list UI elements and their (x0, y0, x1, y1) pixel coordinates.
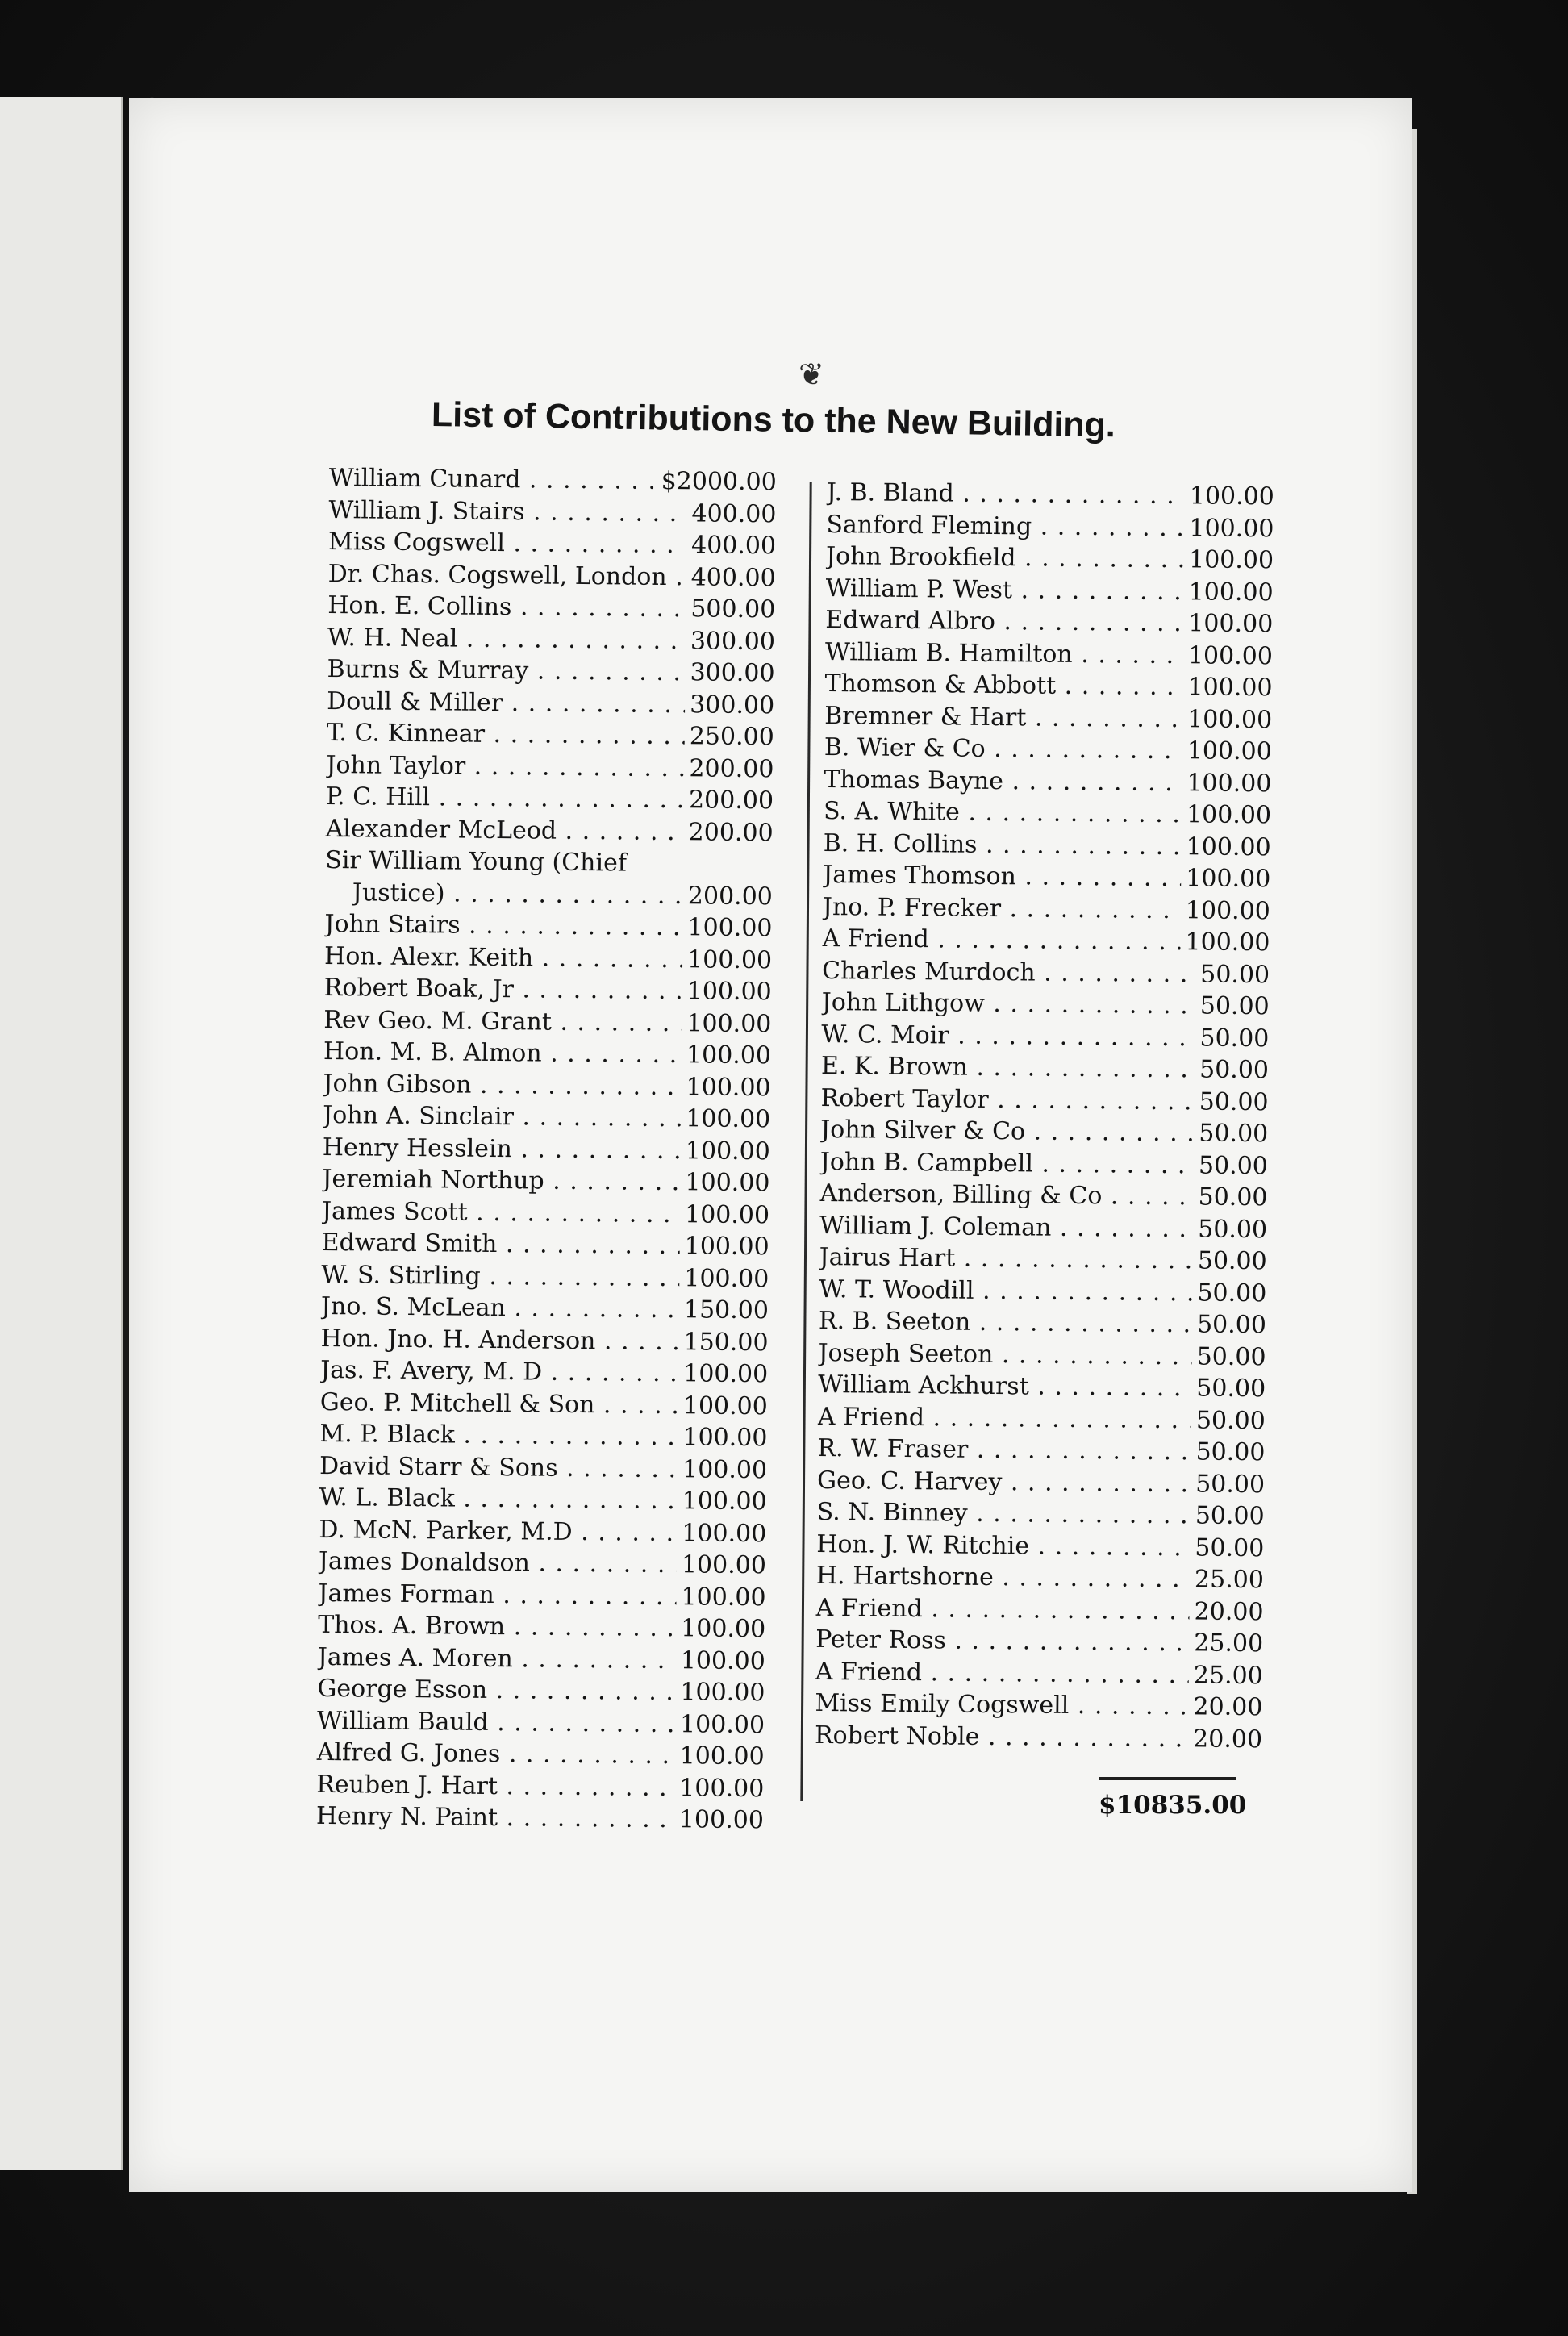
contribution-amount: 50.00 (1196, 1310, 1267, 1340)
contributor-name: Sanford Fleming . . . (826, 510, 1184, 541)
contribution-amount: 100.00 (682, 1518, 767, 1548)
total-rule (1099, 1777, 1236, 1780)
contribution-amount: 50.00 (1195, 1437, 1266, 1467)
contributor-name: James Donaldson . . . (319, 1547, 677, 1579)
contribution-amount: 50.00 (1195, 1405, 1266, 1435)
contribution-row (327, 719, 774, 755)
contributor-name: John Stairs . . . (324, 910, 682, 941)
contribution-amount: 50.00 (1195, 1533, 1265, 1562)
contribution-amount: 100.00 (678, 1805, 765, 1835)
contributor-name: William J. Stairs . . . (328, 495, 686, 527)
contribution-amount: 50.00 (1199, 991, 1270, 1021)
contributor-name: A Friend . . . (822, 924, 1180, 956)
contribution-row (824, 670, 1272, 706)
contribution-row (822, 956, 1270, 992)
contribution-amount: 20.00 (1193, 1692, 1263, 1722)
contribution-row (820, 1147, 1268, 1183)
contribution-row (324, 910, 772, 946)
contributor-name: John Brookfield . . . (826, 542, 1184, 574)
contribution-row (815, 1593, 1263, 1629)
contribution-row (329, 464, 777, 500)
contributor-name: Henry N. Paint . . . (316, 1802, 674, 1833)
contribution-row (320, 1356, 768, 1392)
contributor-name: David Starr & Sons . . . (319, 1451, 678, 1483)
contributor-name: Thomas Bayne . . . (824, 765, 1182, 796)
contributor-name: W. L. Black . . . (319, 1483, 678, 1515)
contributor-name: George Esson . . . (317, 1675, 675, 1706)
contributor-name: Robert Boak, Jr . . . (324, 974, 682, 1005)
ornament-icon: ❦ (799, 357, 824, 392)
contribution-amount: 250.00 (689, 722, 774, 752)
contributor-name: Burns & Murray . . . (327, 655, 685, 686)
contributor-name: W. H. Neal . . . (327, 623, 686, 654)
contributor-name: A Friend . . . (815, 1657, 1189, 1688)
contribution-amount: 200.00 (688, 786, 774, 816)
contributor-name: Reuben J. Hart . . . (316, 1770, 674, 1801)
contribution-row (825, 574, 1273, 610)
contribution-amount: 150.00 (683, 1327, 769, 1357)
contributor-name: Sir William Young (Chief (325, 845, 628, 878)
contributor-name: James Scott . . . (322, 1196, 680, 1228)
contribution-row (323, 1069, 770, 1105)
contribution-row (322, 1165, 769, 1201)
contribution-amount: 50.00 (1199, 1055, 1270, 1085)
contribution-amount: 100.00 (686, 977, 772, 1007)
contributions-total: $10835.00 (1099, 1791, 1247, 1820)
contributor-name: Geo. P. Mitchell & Son . . . (320, 1387, 678, 1419)
contribution-amount: 50.00 (1195, 1501, 1265, 1531)
contribution-amount: 400.00 (690, 562, 776, 592)
contribution-amount: 100.00 (681, 1614, 766, 1644)
contribution-amount: 100.00 (682, 1454, 768, 1484)
contribution-row (824, 797, 1271, 833)
contribution-amount: 200.00 (689, 753, 774, 783)
contribution-amount: 100.00 (683, 1359, 769, 1389)
contribution-row (323, 1101, 770, 1137)
contribution-row (322, 1228, 769, 1265)
contributor-name: Edward Albro . . . (825, 606, 1183, 637)
contribution-amount: 100.00 (1187, 640, 1274, 670)
contribution-row (319, 1420, 767, 1456)
contribution-amount: 100.00 (1186, 736, 1272, 766)
contributor-name: Miss Cogswell . . . (328, 528, 686, 559)
contribution-amount: 100.00 (1188, 545, 1274, 575)
contributor-name: R. B. Seeton . . . (819, 1307, 1192, 1338)
contribution-row (817, 1466, 1265, 1502)
contribution-row (321, 1260, 769, 1296)
contributor-name: Jeremiah Northup . . . (322, 1165, 680, 1196)
contributor-name: William P. West . . . (826, 574, 1184, 605)
contributor-name: W. S. Stirling . . . (321, 1260, 679, 1291)
contribution-amount: 25.00 (1194, 1629, 1264, 1658)
contribution-row (819, 1243, 1267, 1279)
contribution-amount: 100.00 (679, 1742, 765, 1771)
contribution-amount: 100.00 (686, 1104, 771, 1134)
contributor-name: James A. Moren . . . (318, 1642, 676, 1674)
contribution-row (826, 510, 1274, 546)
contribution-row (819, 1179, 1267, 1216)
contributor-name: William Ackhurst . . . (818, 1370, 1191, 1402)
contribution-row (325, 814, 773, 850)
contribution-row (327, 686, 774, 723)
contribution-row (325, 846, 774, 914)
contributor-name: William Cunard . . . (329, 464, 657, 495)
contributor-name: J. B. Bland . . . (827, 478, 1185, 510)
contribution-amount: 25.00 (1194, 1565, 1265, 1595)
contribution-row (321, 1292, 769, 1329)
contributor-name: D. McN. Parker, M.D . . . (319, 1515, 677, 1546)
contribution-amount: 25.00 (1193, 1660, 1263, 1690)
contributor-name: Robert Taylor . . . (820, 1083, 1194, 1115)
contributor-name: A Friend . . . (818, 1402, 1191, 1433)
page-title: List of Contributions to the New Building. (431, 395, 1116, 445)
contributor-name: Charles Murdoch . . . (822, 956, 1195, 987)
contribution-amount: 50.00 (1196, 1341, 1266, 1371)
contributor-name: Hon. Jno. H. Anderson . . . (320, 1324, 678, 1355)
contribution-row (815, 1657, 1263, 1693)
contribution-amount: 100.00 (1187, 704, 1273, 734)
contribution-row (316, 1802, 764, 1838)
contribution-row (326, 750, 774, 786)
contribution-row (319, 1515, 766, 1551)
contribution-amount: 50.00 (1199, 1119, 1269, 1149)
contribution-row (825, 637, 1273, 674)
contributor-name: William Bauld . . . (317, 1706, 675, 1737)
contributor-name: H. Hartshorne . . . (816, 1562, 1190, 1593)
contribution-amount: 100.00 (1189, 513, 1274, 543)
contribution-amount: 50.00 (1197, 1246, 1267, 1276)
contribution-row (319, 1547, 766, 1583)
contributions-list-left (316, 464, 777, 1838)
contributor-name: John B. Campbell . . . (820, 1147, 1194, 1178)
contribution-row (328, 495, 776, 532)
contributor-name: Hon. M. B. Almon . . . (323, 1037, 682, 1069)
contributor-name: W. C. Moir . . . (821, 1020, 1195, 1051)
contributor-name: Robert Noble . . . (815, 1721, 1188, 1752)
contributor-name: Miss Emily Cogswell . . . (815, 1689, 1188, 1721)
contribution-row (815, 1721, 1262, 1757)
contribution-amount: 500.00 (690, 594, 776, 624)
contribution-row (819, 1211, 1267, 1247)
contribution-amount: 100.00 (1186, 800, 1272, 830)
contribution-row (317, 1675, 765, 1711)
contributor-name: Jno. S. McLean . . . (321, 1292, 679, 1324)
contributor-name: M. P. Black . . . (319, 1420, 678, 1451)
contributor-name: John Taylor . . . (326, 750, 684, 782)
contribution-row (323, 1005, 771, 1041)
contribution-row (819, 1307, 1266, 1343)
contribution-row (824, 733, 1272, 770)
contribution-amount: 100.00 (687, 913, 773, 943)
contribution-amount: 100.00 (686, 1041, 772, 1070)
contribution-amount: 200.00 (687, 881, 774, 911)
contribution-amount: 150.00 (683, 1295, 769, 1325)
contribution-row (822, 988, 1270, 1024)
contribution-row (825, 606, 1273, 642)
contributor-name: W. T. Woodill . . . (819, 1274, 1192, 1306)
contribution-row (823, 861, 1270, 897)
contribution-amount: 100.00 (1186, 832, 1271, 861)
contribution-amount: 100.00 (679, 1773, 765, 1803)
contribution-amount: 100.00 (679, 1709, 765, 1739)
contribution-row (818, 1370, 1266, 1407)
contribution-amount: 400.00 (691, 498, 777, 528)
contributor-name: Dr. Chas. Cogswell, London . . . (328, 559, 686, 590)
contribution-row (319, 1451, 767, 1487)
contributor-name: William B. Hamilton . . . (825, 637, 1183, 669)
contribution-amount: 100.00 (1185, 928, 1270, 957)
contributor-name: John A. Sinclair . . . (323, 1101, 681, 1133)
contributor-name: Hon. Alexr. Keith . . . (324, 941, 682, 973)
contribution-row (318, 1642, 765, 1679)
contribution-row (328, 528, 776, 564)
contribution-amount: 100.00 (684, 1199, 770, 1229)
contributor-name: Alexander McLeod . . . (325, 814, 683, 845)
contribution-amount: 100.00 (685, 1168, 770, 1198)
contributor-name: Thomson & Abbott . . . (824, 670, 1182, 701)
contributor-name: James Forman . . . (318, 1579, 676, 1610)
contribution-amount: 100.00 (684, 1232, 769, 1262)
contribution-amount: 50.00 (1198, 1214, 1268, 1244)
contribution-amount: 100.00 (686, 945, 773, 974)
contributor-name: P. C. Hill . . . (326, 782, 684, 814)
contribution-amount: 50.00 (1195, 1469, 1266, 1499)
contributor-name: Jas. F. Avery, M. D . . . (320, 1356, 678, 1387)
contribution-amount: 100.00 (1188, 609, 1274, 639)
contribution-row (818, 1338, 1266, 1374)
contribution-amount: 50.00 (1200, 959, 1270, 989)
contribution-amount: 300.00 (690, 658, 775, 688)
contributor-name: Jno. P. Frecker . . . (823, 892, 1181, 924)
contribution-row (319, 1483, 766, 1520)
contribution-amount: 50.00 (1197, 1278, 1267, 1308)
contributor-name: S. A. White . . . (824, 797, 1182, 828)
contribution-amount: 100.00 (681, 1550, 767, 1580)
contribution-row (815, 1625, 1263, 1662)
contributor-name: Anderson, Billing & Co . . . (819, 1179, 1193, 1211)
contribution-row (816, 1529, 1264, 1566)
contribution-amount: 100.00 (684, 1263, 769, 1293)
contribution-row (824, 701, 1272, 737)
contribution-amount: 300.00 (690, 626, 776, 656)
contributor-name: Peter Ross . . . (815, 1625, 1189, 1657)
contributor-name: James Thomson . . . (823, 861, 1181, 892)
contributor-name-continued: Justice) . . . (352, 878, 683, 913)
contributor-name: A Friend . . . (815, 1593, 1189, 1625)
contribution-row (816, 1562, 1264, 1598)
contributor-name: Alfred G. Jones . . . (316, 1738, 674, 1770)
contribution-row (327, 591, 775, 628)
contribution-row (821, 1020, 1269, 1056)
contribution-row (824, 765, 1271, 801)
contribution-amount: 300.00 (690, 690, 775, 720)
contribution-amount: 100.00 (680, 1646, 765, 1675)
contributor-name: Henry Hesslein . . . (323, 1133, 681, 1164)
contribution-amount: 100.00 (681, 1582, 766, 1612)
contributor-name: Thos. A. Brown . . . (318, 1611, 676, 1642)
contributor-name: E. K. Brown . . . (821, 1052, 1195, 1083)
contribution-amount: 100.00 (1189, 482, 1274, 511)
contribution-row (820, 1083, 1268, 1120)
contribution-amount: 100.00 (682, 1423, 768, 1453)
contribution-row (819, 1274, 1266, 1311)
contribution-amount: 100.00 (686, 1072, 771, 1102)
contributor-name: T. C. Kinnear . . . (327, 719, 685, 750)
facing-page-edge (0, 97, 123, 2170)
contributor-name: William J. Coleman . . . (819, 1211, 1193, 1242)
contributor-name: Edward Smith . . . (322, 1228, 680, 1260)
contribution-row (823, 892, 1270, 928)
contributor-name: B. H. Collins . . . (823, 828, 1181, 860)
contribution-row (816, 1498, 1264, 1534)
contribution-amount: 50.00 (1198, 1183, 1268, 1212)
contribution-amount: 100.00 (685, 1136, 771, 1166)
contribution-row (316, 1738, 764, 1775)
contributor-name: Geo. C. Harvey . . . (817, 1466, 1191, 1497)
contributor-name: S. N. Binney . . . (817, 1498, 1191, 1529)
contribution-amount: 200.00 (688, 817, 774, 847)
contribution-amount: 100.00 (1188, 577, 1274, 607)
contribution-amount: $2000.00 (661, 466, 777, 497)
contribution-row (318, 1579, 765, 1615)
contributor-name: Jairus Hart . . . (819, 1243, 1193, 1274)
contributor-name: B. Wier & Co . . . (824, 733, 1182, 765)
contribution-row (327, 623, 775, 659)
contributor-name: Rev Geo. M. Grant . . . (323, 1005, 682, 1037)
contribution-row (322, 1196, 769, 1233)
contribution-row (821, 1052, 1269, 1088)
contributor-name: Bremner & Hart . . . (824, 701, 1182, 732)
contributor-name: John Gibson . . . (323, 1069, 681, 1100)
contributor-name: R. W. Fraser . . . (817, 1434, 1191, 1466)
contribution-amount: 100.00 (1187, 673, 1273, 703)
contribution-amount: 100.00 (682, 1391, 768, 1420)
contribution-row (323, 1133, 770, 1169)
contribution-amount: 50.00 (1199, 1023, 1270, 1053)
contributor-name: Joseph Seeton . . . (818, 1338, 1191, 1370)
contribution-amount: 50.00 (1198, 1150, 1269, 1180)
contribution-row (327, 559, 775, 595)
contributor-name: Doull & Miller . . . (327, 686, 685, 718)
contribution-row (316, 1770, 764, 1806)
contributor-name: John Silver & Co . . . (820, 1116, 1194, 1147)
contribution-row (823, 828, 1270, 865)
contribution-amount: 20.00 (1192, 1724, 1263, 1754)
contribution-row (324, 941, 772, 978)
contribution-row (815, 1689, 1262, 1725)
contribution-amount: 50.00 (1199, 1087, 1269, 1116)
contribution-row (318, 1611, 765, 1647)
contributions-list-right (815, 478, 1274, 1757)
contribution-amount: 20.00 (1194, 1596, 1264, 1626)
contribution-amount: 100.00 (680, 1678, 765, 1708)
contribution-row (827, 478, 1274, 515)
contribution-amount: 100.00 (682, 1487, 767, 1516)
contribution-row (326, 782, 774, 819)
contribution-row (822, 924, 1270, 961)
contribution-row (818, 1402, 1266, 1438)
contributor-name: John Lithgow . . . (822, 988, 1195, 1020)
contribution-row (320, 1324, 768, 1360)
contribution-amount: 100.00 (1186, 864, 1271, 894)
contribution-row (826, 542, 1274, 578)
contribution-amount: 100.00 (1186, 768, 1272, 798)
contributor-name: Hon. E. Collins . . . (327, 591, 686, 623)
contribution-row (820, 1116, 1268, 1152)
contribution-row (320, 1387, 768, 1424)
contribution-row (317, 1706, 765, 1742)
contribution-amount: 100.00 (686, 1008, 772, 1038)
contribution-row (323, 1037, 771, 1074)
contribution-row (327, 655, 774, 691)
contribution-row (324, 974, 772, 1010)
contribution-amount: 50.00 (1196, 1374, 1266, 1404)
contributor-name: Hon. J. W. Ritchie . . . (816, 1529, 1190, 1561)
contribution-row (817, 1434, 1265, 1470)
contribution-amount: 100.00 (1185, 895, 1271, 925)
contribution-amount: 400.00 (690, 531, 777, 561)
